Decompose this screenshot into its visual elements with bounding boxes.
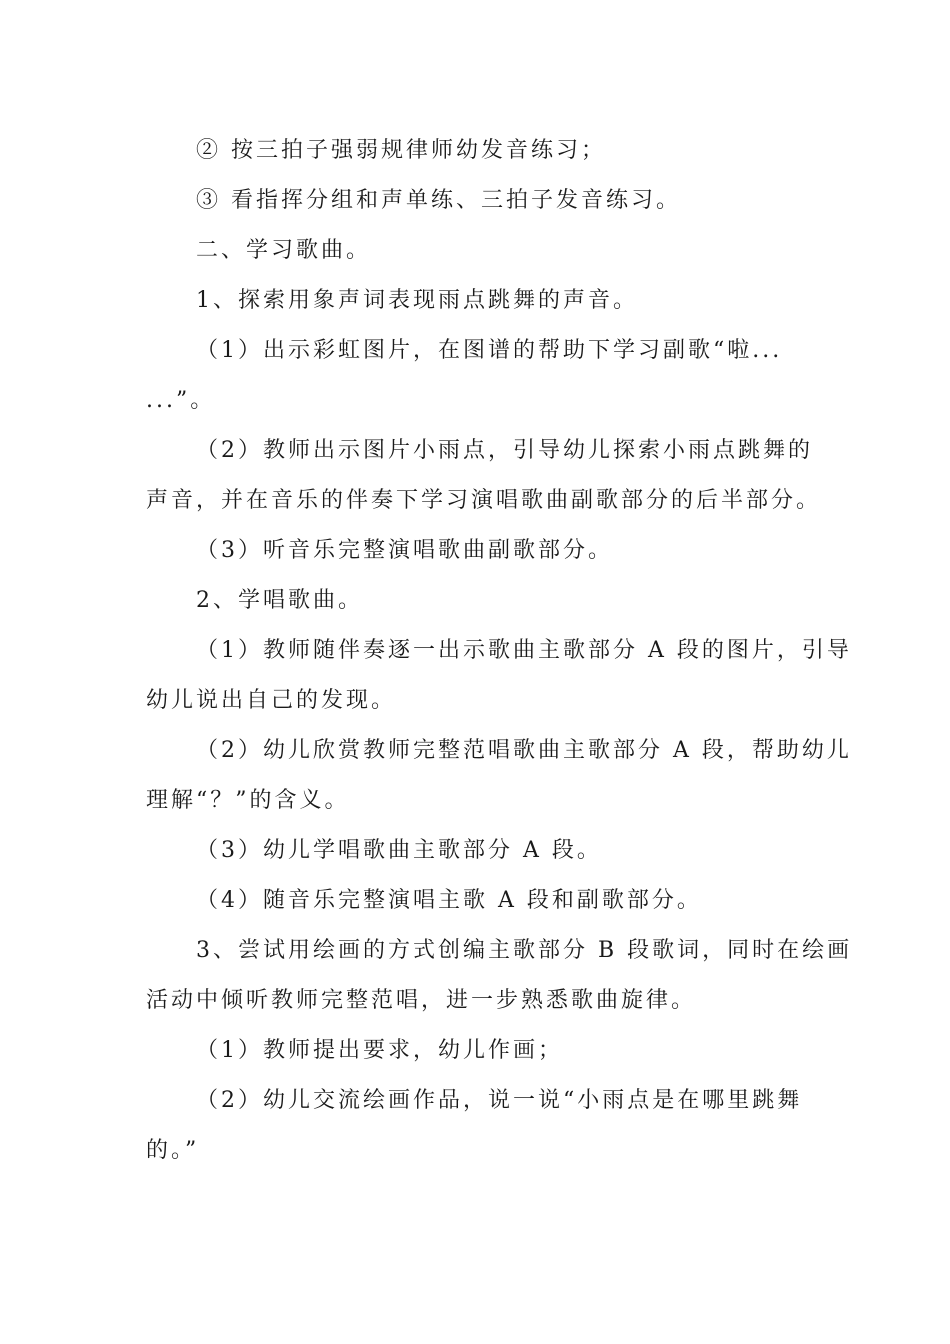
- text-line: （2）幼儿交流绘画作品，说一说“小雨点是在哪里跳舞: [196, 1088, 803, 1113]
- text-line: ...”。: [146, 388, 216, 413]
- section-heading: 二、学习歌曲。: [196, 238, 372, 263]
- text-line: （1）教师随伴奏逐一出示歌曲主歌部分 A 段的图片，引导: [196, 638, 852, 663]
- text-line: （2）教师出示图片小雨点，引导幼儿探索小雨点跳舞的: [196, 438, 813, 463]
- text-line: 理解“？”的含义。: [146, 788, 350, 813]
- text-line: 声音，并在音乐的伴奏下学习演唱歌曲副歌部分的后半部分。: [146, 488, 822, 513]
- text-line: ③ 看指挥分组和声单练、三拍子发音练习。: [196, 188, 681, 213]
- text-line: （1）出示彩虹图片，在图谱的帮助下学习副歌“啦...: [196, 338, 783, 363]
- text-line: （3）听音乐完整演唱歌曲副歌部分。: [196, 538, 613, 563]
- text-line: （2）幼儿欣赏教师完整范唱歌曲主歌部分 A 段，帮助幼儿: [196, 738, 852, 763]
- text-line: （4）随音乐完整演唱主歌 A 段和副歌部分。: [196, 888, 702, 913]
- text-line: 幼儿说出自己的发现。: [146, 688, 397, 713]
- subsection-heading: 3、尝试用绘画的方式创编主歌部分 B 段歌词，同时在绘画: [196, 938, 853, 963]
- text-line: 的。”: [146, 1138, 200, 1163]
- text-line: 活动中倾听教师完整范唱，进一步熟悉歌曲旋律。: [146, 988, 697, 1013]
- text-line: ② 按三拍子强弱规律师幼发音练习；: [196, 138, 606, 163]
- subsection-heading: 1、探索用象声词表现雨点跳舞的声音。: [196, 288, 638, 313]
- subsection-heading: 2、学唱歌曲。: [196, 588, 363, 613]
- text-line: （1）教师提出要求，幼儿作画；: [196, 1038, 563, 1063]
- text-line: （3）幼儿学唱歌曲主歌部分 A 段。: [196, 838, 602, 863]
